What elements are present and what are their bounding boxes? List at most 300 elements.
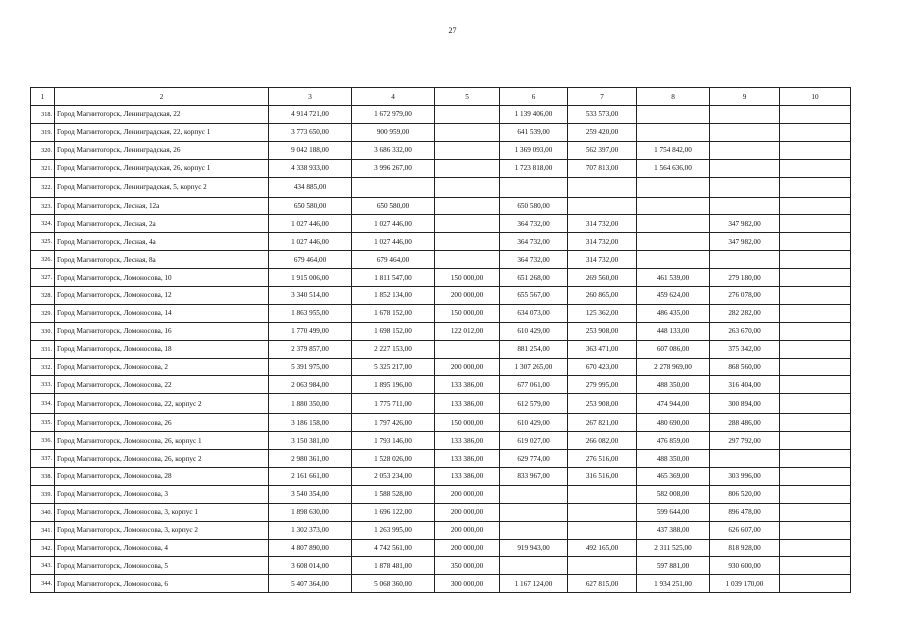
value-cell-col-9: 282 282,00 <box>710 304 780 322</box>
value-cell-col-8: 488 350,00 <box>637 450 710 468</box>
row-number: 340. <box>31 503 55 521</box>
value-cell-col-8: 437 388,00 <box>637 521 710 539</box>
row-number: 335. <box>31 414 55 432</box>
value-cell-col-4: 1 588 528,00 <box>352 485 435 503</box>
value-cell-col-7: 492 165,00 <box>568 539 637 557</box>
value-cell-col-6: 610 429,00 <box>500 414 568 432</box>
value-cell-col-7: 253 908,00 <box>568 322 637 340</box>
address-cell: Город Магнитогорск, Ломоносова, 12 <box>55 287 269 305</box>
value-cell-col-6: 1 723 818,00 <box>500 159 568 177</box>
value-cell-col-10 <box>780 233 851 251</box>
value-cell-col-7: 269 560,00 <box>568 269 637 287</box>
value-cell-col-6: 619 027,00 <box>500 432 568 450</box>
row-number: 344. <box>31 575 55 593</box>
value-cell-col-6: 1 167 124,00 <box>500 575 568 593</box>
value-cell-col-7: 562 397,00 <box>568 141 637 159</box>
value-cell-col-3: 1 863 955,00 <box>269 304 352 322</box>
row-number: 325. <box>31 233 55 251</box>
row-number: 326. <box>31 251 55 269</box>
row-number: 328. <box>31 287 55 305</box>
value-cell-col-8: 476 859,00 <box>637 432 710 450</box>
table-row <box>31 177 851 197</box>
value-cell-col-7: 707 813,00 <box>568 159 637 177</box>
value-cell-col-6: 612 579,00 <box>500 394 568 414</box>
value-cell-col-8 <box>637 123 710 141</box>
value-cell-col-8: 488 350,00 <box>637 376 710 394</box>
value-cell-col-6: 655 567,00 <box>500 287 568 305</box>
value-cell-col-5: 150 000,00 <box>435 304 500 322</box>
column-header-10: 10 <box>780 88 851 106</box>
value-cell-col-10 <box>780 503 851 521</box>
value-cell-col-8: 474 944,00 <box>637 394 710 414</box>
column-header-8: 8 <box>637 88 710 106</box>
row-number: 330. <box>31 322 55 340</box>
row-number: 329. <box>31 304 55 322</box>
column-header-6: 6 <box>500 88 568 106</box>
value-cell-col-5: 200 000,00 <box>435 287 500 305</box>
value-cell-col-3: 2 379 857,00 <box>269 340 352 358</box>
value-cell-col-4 <box>352 177 435 197</box>
value-cell-col-7 <box>568 197 637 215</box>
value-cell-col-4: 5 325 217,00 <box>352 358 435 376</box>
value-cell-col-5: 133 386,00 <box>435 432 500 450</box>
value-cell-col-9: 316 404,00 <box>710 376 780 394</box>
value-cell-col-10 <box>780 141 851 159</box>
value-cell-col-8 <box>637 233 710 251</box>
value-cell-col-6: 651 268,00 <box>500 269 568 287</box>
table-row <box>31 159 851 177</box>
row-number: 319. <box>31 123 55 141</box>
value-cell-col-7 <box>568 557 637 575</box>
address-cell: Город Магнитогорск, Ломоносова, 22 <box>55 376 269 394</box>
value-cell-col-5: 200 000,00 <box>435 503 500 521</box>
value-cell-col-6: 833 967,00 <box>500 468 568 486</box>
value-cell-col-3: 434 885,00 <box>269 177 352 197</box>
value-cell-col-7: 314 732,00 <box>568 251 637 269</box>
table-row <box>31 141 851 159</box>
value-cell-col-9: 263 670,00 <box>710 322 780 340</box>
value-cell-col-7: 267 821,00 <box>568 414 637 432</box>
value-cell-col-4: 2 227 153,00 <box>352 340 435 358</box>
table-row <box>31 432 851 450</box>
address-cell: Город Магнитогорск, Ломоносова, 28 <box>55 468 269 486</box>
value-cell-col-8: 480 690,00 <box>637 414 710 432</box>
column-header-3: 3 <box>269 88 352 106</box>
value-cell-col-7: 279 995,00 <box>568 376 637 394</box>
value-cell-col-3: 1 302 373,00 <box>269 521 352 539</box>
value-cell-col-5: 150 000,00 <box>435 414 500 432</box>
value-cell-col-4: 1 672 979,00 <box>352 106 435 124</box>
table-row <box>31 106 851 124</box>
value-cell-col-4: 1 263 995,00 <box>352 521 435 539</box>
value-cell-col-10 <box>780 123 851 141</box>
value-cell-col-3: 3 540 354,00 <box>269 485 352 503</box>
address-cell: Город Магнитогорск, Ломоносова, 2 <box>55 358 269 376</box>
value-cell-col-9: 288 486,00 <box>710 414 780 432</box>
value-cell-col-8: 448 133,00 <box>637 322 710 340</box>
value-cell-col-9 <box>710 106 780 124</box>
value-cell-col-8 <box>637 215 710 233</box>
table-row <box>31 376 851 394</box>
value-cell-col-9: 806 520,00 <box>710 485 780 503</box>
value-cell-col-10 <box>780 575 851 593</box>
value-cell-col-6 <box>500 485 568 503</box>
value-cell-col-4: 1 678 152,00 <box>352 304 435 322</box>
row-number: 321. <box>31 159 55 177</box>
row-number: 334. <box>31 394 55 414</box>
value-cell-col-8: 1 934 251,00 <box>637 575 710 593</box>
column-header-4: 4 <box>352 88 435 106</box>
value-cell-col-8: 599 644,00 <box>637 503 710 521</box>
value-cell-col-4: 3 686 332,00 <box>352 141 435 159</box>
value-cell-col-10 <box>780 106 851 124</box>
value-cell-col-5: 200 000,00 <box>435 539 500 557</box>
value-cell-col-10 <box>780 159 851 177</box>
value-cell-col-8 <box>637 197 710 215</box>
row-number: 341. <box>31 521 55 539</box>
table-row <box>31 557 851 575</box>
value-cell-col-10 <box>780 557 851 575</box>
value-cell-col-10 <box>780 450 851 468</box>
table-row <box>31 251 851 269</box>
value-cell-col-5 <box>435 106 500 124</box>
table-row <box>31 485 851 503</box>
address-cell: Город Магнитогорск, Лесная, 12а <box>55 197 269 215</box>
value-cell-col-3: 1 770 499,00 <box>269 322 352 340</box>
value-cell-col-10 <box>780 322 851 340</box>
value-cell-col-9: 375 342,00 <box>710 340 780 358</box>
value-cell-col-6: 1 139 406,00 <box>500 106 568 124</box>
value-cell-col-4: 1 878 481,00 <box>352 557 435 575</box>
value-cell-col-6: 634 073,00 <box>500 304 568 322</box>
table-row <box>31 233 851 251</box>
value-cell-col-7: 253 908,00 <box>568 394 637 414</box>
value-cell-col-4: 1 027 446,00 <box>352 233 435 251</box>
value-cell-col-10 <box>780 251 851 269</box>
column-header-1: 1 <box>31 88 55 106</box>
address-cell: Город Магнитогорск, Ломоносова, 10 <box>55 269 269 287</box>
value-cell-col-10 <box>780 197 851 215</box>
value-cell-col-3: 2 063 984,00 <box>269 376 352 394</box>
value-cell-col-10 <box>780 521 851 539</box>
value-cell-col-10 <box>780 304 851 322</box>
row-number: 327. <box>31 269 55 287</box>
value-cell-col-7: 314 732,00 <box>568 233 637 251</box>
value-cell-col-10 <box>780 468 851 486</box>
value-cell-col-10 <box>780 287 851 305</box>
value-cell-col-5 <box>435 215 500 233</box>
value-cell-col-5: 133 386,00 <box>435 450 500 468</box>
value-cell-col-8: 2 278 969,00 <box>637 358 710 376</box>
value-cell-col-7 <box>568 503 637 521</box>
value-cell-col-7: 260 865,00 <box>568 287 637 305</box>
value-cell-col-10 <box>780 376 851 394</box>
address-cell: Город Магнитогорск, Ленинградская, 26, корпус 1 <box>55 159 269 177</box>
row-number: 337. <box>31 450 55 468</box>
value-cell-col-9: 818 928,00 <box>710 539 780 557</box>
value-cell-col-5: 350 000,00 <box>435 557 500 575</box>
value-cell-col-4: 1 027 446,00 <box>352 215 435 233</box>
value-cell-col-8 <box>637 106 710 124</box>
row-number: 324. <box>31 215 55 233</box>
address-cell: Город Магнитогорск, Ломоносова, 26, корпус 1 <box>55 432 269 450</box>
address-cell: Город Магнитогорск, Ломоносова, 3 <box>55 485 269 503</box>
row-number: 322. <box>31 177 55 197</box>
value-cell-col-4: 1 696 122,00 <box>352 503 435 521</box>
table-row <box>31 123 851 141</box>
value-cell-col-10 <box>780 215 851 233</box>
value-cell-col-10 <box>780 539 851 557</box>
row-number: 333. <box>31 376 55 394</box>
value-cell-col-4: 1 698 152,00 <box>352 322 435 340</box>
value-cell-col-10 <box>780 177 851 197</box>
value-cell-col-5 <box>435 197 500 215</box>
value-cell-col-9 <box>710 123 780 141</box>
value-cell-col-6 <box>500 177 568 197</box>
address-cell: Город Магнитогорск, Ломоносова, 3, корпус 2 <box>55 521 269 539</box>
table-row <box>31 358 851 376</box>
value-cell-col-4: 1 793 146,00 <box>352 432 435 450</box>
value-cell-col-9: 276 078,00 <box>710 287 780 305</box>
table-row <box>31 539 851 557</box>
value-cell-col-7 <box>568 485 637 503</box>
value-cell-col-9 <box>710 251 780 269</box>
value-cell-col-8: 2 311 525,00 <box>637 539 710 557</box>
table-row <box>31 322 851 340</box>
value-cell-col-3: 3 773 650,00 <box>269 123 352 141</box>
value-cell-col-7: 627 815,00 <box>568 575 637 593</box>
table-row <box>31 575 851 593</box>
table-row <box>31 215 851 233</box>
column-header-5: 5 <box>435 88 500 106</box>
value-cell-col-3: 3 608 014,00 <box>269 557 352 575</box>
value-cell-col-7: 259 420,00 <box>568 123 637 141</box>
address-cell: Город Магнитогорск, Лесная, 4а <box>55 233 269 251</box>
table-row <box>31 503 851 521</box>
value-cell-col-10 <box>780 485 851 503</box>
value-cell-col-4: 1 528 026,00 <box>352 450 435 468</box>
value-cell-col-5: 200 000,00 <box>435 521 500 539</box>
column-header-7: 7 <box>568 88 637 106</box>
value-cell-col-3: 4 338 933,00 <box>269 159 352 177</box>
row-number: 338. <box>31 468 55 486</box>
value-cell-col-7: 276 516,00 <box>568 450 637 468</box>
address-cell: Город Магнитогорск, Лесная, 2а <box>55 215 269 233</box>
value-cell-col-3: 2 980 361,00 <box>269 450 352 468</box>
table-row <box>31 269 851 287</box>
value-cell-col-5 <box>435 177 500 197</box>
address-cell: Город Магнитогорск, Ломоносова, 26, корпус 2 <box>55 450 269 468</box>
value-cell-col-9: 347 982,00 <box>710 215 780 233</box>
value-cell-col-8: 1 564 636,00 <box>637 159 710 177</box>
column-header-9: 9 <box>710 88 780 106</box>
value-cell-col-3: 1 880 350,00 <box>269 394 352 414</box>
value-cell-col-9 <box>710 197 780 215</box>
value-cell-col-3: 4 914 721,00 <box>269 106 352 124</box>
address-cell: Город Магнитогорск, Ломоносова, 3, корпус 1 <box>55 503 269 521</box>
address-cell: Город Магнитогорск, Ленинградская, 22, корпус 1 <box>55 123 269 141</box>
value-cell-col-5 <box>435 251 500 269</box>
table-row <box>31 304 851 322</box>
value-cell-col-10 <box>780 340 851 358</box>
value-cell-col-5: 133 386,00 <box>435 468 500 486</box>
value-cell-col-9: 347 982,00 <box>710 233 780 251</box>
row-number: 323. <box>31 197 55 215</box>
value-cell-col-6: 364 732,00 <box>500 251 568 269</box>
address-cell: Город Магнитогорск, Ленинградская, 26 <box>55 141 269 159</box>
value-cell-col-9: 297 792,00 <box>710 432 780 450</box>
address-cell: Город Магнитогорск, Ломоносова, 22, корпус 2 <box>55 394 269 414</box>
value-cell-col-10 <box>780 358 851 376</box>
value-cell-col-3: 650 580,00 <box>269 197 352 215</box>
value-cell-col-9: 279 180,00 <box>710 269 780 287</box>
value-cell-col-7 <box>568 177 637 197</box>
value-cell-col-8 <box>637 251 710 269</box>
value-cell-col-6: 677 061,00 <box>500 376 568 394</box>
row-number: 343. <box>31 557 55 575</box>
value-cell-col-8: 486 435,00 <box>637 304 710 322</box>
value-cell-col-4: 2 053 234,00 <box>352 468 435 486</box>
value-cell-col-5: 122 012,00 <box>435 322 500 340</box>
value-cell-col-8: 461 539,00 <box>637 269 710 287</box>
value-cell-col-6: 610 429,00 <box>500 322 568 340</box>
value-cell-col-8: 582 008,00 <box>637 485 710 503</box>
value-cell-col-3: 3 340 514,00 <box>269 287 352 305</box>
value-cell-col-9: 868 560,00 <box>710 358 780 376</box>
value-cell-col-9: 930 600,00 <box>710 557 780 575</box>
value-cell-col-3: 4 807 890,00 <box>269 539 352 557</box>
row-number: 336. <box>31 432 55 450</box>
value-cell-col-4: 1 811 547,00 <box>352 269 435 287</box>
address-cell: Город Магнитогорск, Ломоносова, 18 <box>55 340 269 358</box>
value-cell-col-7: 670 423,00 <box>568 358 637 376</box>
value-cell-col-3: 679 464,00 <box>269 251 352 269</box>
value-cell-col-6: 919 943,00 <box>500 539 568 557</box>
row-number: 342. <box>31 539 55 557</box>
row-number: 332. <box>31 358 55 376</box>
row-number: 320. <box>31 141 55 159</box>
header-row <box>31 88 851 106</box>
value-cell-col-4: 1 797 426,00 <box>352 414 435 432</box>
value-cell-col-3: 1 898 630,00 <box>269 503 352 521</box>
table-row <box>31 340 851 358</box>
value-cell-col-7: 316 516,00 <box>568 468 637 486</box>
value-cell-col-5 <box>435 340 500 358</box>
value-cell-col-5: 150 000,00 <box>435 269 500 287</box>
address-cell: Город Магнитогорск, Ломоносова, 26 <box>55 414 269 432</box>
table-row <box>31 450 851 468</box>
value-cell-col-3: 5 407 364,00 <box>269 575 352 593</box>
value-cell-col-6 <box>500 521 568 539</box>
value-cell-col-9 <box>710 450 780 468</box>
value-cell-col-10 <box>780 269 851 287</box>
value-cell-col-3: 2 161 661,00 <box>269 468 352 486</box>
value-cell-col-10 <box>780 414 851 432</box>
value-cell-col-3: 3 186 158,00 <box>269 414 352 432</box>
value-cell-col-8 <box>637 177 710 197</box>
value-cell-col-9 <box>710 159 780 177</box>
value-cell-col-8: 459 624,00 <box>637 287 710 305</box>
value-cell-col-4: 4 742 561,00 <box>352 539 435 557</box>
row-number: 318. <box>31 106 55 124</box>
value-cell-col-10 <box>780 394 851 414</box>
value-cell-col-6: 650 580,00 <box>500 197 568 215</box>
value-cell-col-3: 1 027 446,00 <box>269 233 352 251</box>
value-cell-col-4: 900 959,00 <box>352 123 435 141</box>
value-cell-col-7: 363 471,00 <box>568 340 637 358</box>
register-table <box>30 87 851 593</box>
value-cell-col-4: 1 895 196,00 <box>352 376 435 394</box>
value-cell-col-7 <box>568 521 637 539</box>
value-cell-col-4: 679 464,00 <box>352 251 435 269</box>
value-cell-col-4: 1 775 711,00 <box>352 394 435 414</box>
value-cell-col-3: 1 027 446,00 <box>269 215 352 233</box>
value-cell-col-9: 303 996,00 <box>710 468 780 486</box>
value-cell-col-7: 314 732,00 <box>568 215 637 233</box>
value-cell-col-8: 607 086,00 <box>637 340 710 358</box>
address-cell: Город Магнитогорск, Ломоносова, 5 <box>55 557 269 575</box>
address-cell: Город Магнитогорск, Ленинградская, 22 <box>55 106 269 124</box>
value-cell-col-4: 1 852 134,00 <box>352 287 435 305</box>
value-cell-col-4: 650 580,00 <box>352 197 435 215</box>
column-header-2: 2 <box>55 88 269 106</box>
value-cell-col-5: 200 000,00 <box>435 485 500 503</box>
value-cell-col-7: 266 082,00 <box>568 432 637 450</box>
value-cell-col-5: 200 000,00 <box>435 358 500 376</box>
value-cell-col-6: 641 539,00 <box>500 123 568 141</box>
address-cell: Город Магнитогорск, Ломоносова, 16 <box>55 322 269 340</box>
table-row <box>31 468 851 486</box>
table-row <box>31 414 851 432</box>
value-cell-col-5 <box>435 233 500 251</box>
address-cell: Город Магнитогорск, Ленинградская, 5, корпус 2 <box>55 177 269 197</box>
value-cell-col-4: 3 996 267,00 <box>352 159 435 177</box>
row-number: 339. <box>31 485 55 503</box>
value-cell-col-9 <box>710 141 780 159</box>
value-cell-col-3: 1 915 006,00 <box>269 269 352 287</box>
value-cell-col-10 <box>780 432 851 450</box>
value-cell-col-5 <box>435 123 500 141</box>
value-cell-col-6: 881 254,00 <box>500 340 568 358</box>
table-row <box>31 521 851 539</box>
value-cell-col-3: 3 150 381,00 <box>269 432 352 450</box>
table-body <box>31 106 851 593</box>
value-cell-col-9: 1 039 170,00 <box>710 575 780 593</box>
value-cell-col-6 <box>500 557 568 575</box>
value-cell-col-6: 364 732,00 <box>500 233 568 251</box>
value-cell-col-5 <box>435 141 500 159</box>
value-cell-col-5: 133 386,00 <box>435 376 500 394</box>
value-cell-col-9 <box>710 177 780 197</box>
value-cell-col-5: 133 386,00 <box>435 394 500 414</box>
value-cell-col-4: 5 068 360,00 <box>352 575 435 593</box>
value-cell-col-6: 1 369 093,00 <box>500 141 568 159</box>
value-cell-col-8: 597 881,00 <box>637 557 710 575</box>
table-row <box>31 287 851 305</box>
value-cell-col-8: 465 369,00 <box>637 468 710 486</box>
table-row <box>31 394 851 414</box>
value-cell-col-9: 300 894,00 <box>710 394 780 414</box>
address-cell: Город Магнитогорск, Ломоносова, 6 <box>55 575 269 593</box>
page-number: 27 <box>448 26 457 35</box>
value-cell-col-9: 626 607,00 <box>710 521 780 539</box>
value-cell-col-3: 9 042 188,00 <box>269 141 352 159</box>
value-cell-col-6: 364 732,00 <box>500 215 568 233</box>
table-row <box>31 197 851 215</box>
row-number: 331. <box>31 340 55 358</box>
value-cell-col-9: 896 478,00 <box>710 503 780 521</box>
address-cell: Город Магнитогорск, Лесная, 8а <box>55 251 269 269</box>
